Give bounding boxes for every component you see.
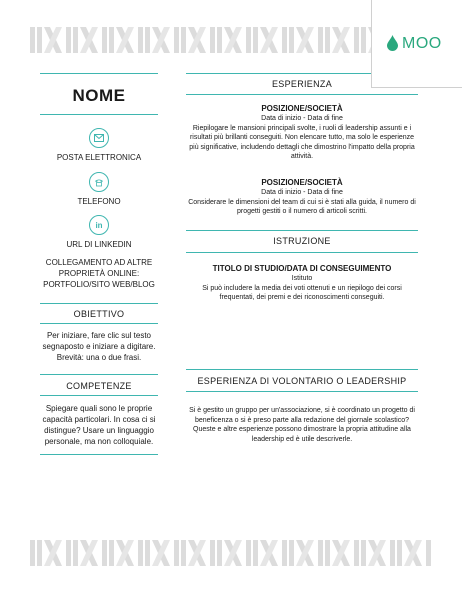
divider	[40, 303, 158, 304]
experience-item	[186, 104, 418, 162]
divider	[40, 73, 158, 74]
education-title: TITOLO DI STUDIO/DATA DI CONSEGUIMENTO	[212, 264, 392, 273]
experience-text: Considerare le dimensioni del team di cui si è stati alla guida, il numero di progetti gestiti o il numero di articoli scritti.	[188, 198, 416, 215]
bottom-pattern-band	[28, 540, 433, 566]
divider	[186, 230, 418, 231]
divider	[186, 391, 418, 392]
divider	[40, 395, 158, 396]
skills-text: Spiegare quali sono le proprie capacità particolari. In cosa ci si distingue? Usare un linguaggio personale, ma non colloquiale.	[42, 404, 156, 446]
experience-dates: Data di inizio - Data di fine	[261, 189, 343, 196]
education-item	[186, 264, 418, 303]
drop-icon	[387, 35, 398, 51]
linkedin-icon: in	[89, 215, 109, 235]
volunteer-heading: ESPERIENZA DI VOLONTARIO O LEADERSHIP	[197, 376, 407, 386]
experience-text: Riepilogare le mansioni principali svolte, i ruoli di leadership assunti e i risultati più brillanti conseguiti. Non elencare tutto, ma solo le esperienze più significative, includendo dettagli che dimostrino l'impatto della propria attività.	[189, 124, 415, 160]
divider	[186, 252, 418, 253]
phone-icon	[89, 172, 109, 192]
divider	[40, 114, 158, 115]
phone-label: TELEFONO	[77, 197, 121, 206]
experience-title: POSIZIONE/SOCIETÀ	[261, 178, 343, 187]
logo	[371, 0, 462, 88]
divider	[186, 369, 418, 370]
divider	[40, 454, 158, 455]
divider	[40, 374, 158, 375]
volunteer-text: Si è gestito un gruppo per un'associazione, si è coordinato un progetto di beneficenza o si è preso parte alla redazione del giornale scolastico? Queste e altre esperienze possono dimostrare la propria attitudine alla leadership ed è utile descriverle.	[189, 407, 415, 443]
pattern-graphic	[28, 540, 433, 566]
skills-heading: COMPETENZE	[66, 381, 132, 391]
email-label: POSTA ELETTRONICA	[56, 153, 142, 162]
divider	[40, 323, 158, 324]
experience-dates: Data di inizio - Data di fine	[261, 115, 343, 122]
education-heading: ISTRUZIONE	[273, 236, 331, 246]
portfolio-label: COLLEGAMENTO AD ALTRE PROPRIETÀ ONLINE: PORTFOLIO/SITO WEB/BLOG	[43, 258, 155, 289]
name: NOME	[72, 86, 126, 105]
divider	[186, 94, 418, 95]
experience-item	[186, 178, 418, 217]
divider	[186, 73, 371, 74]
education-text: Si può includere la media dei voti ottenuti e un riepilogo dei corsi frequentati, dei premi e dei riconoscimenti conseguiti.	[202, 284, 402, 301]
linkedin-label: URL DI LINKEDIN	[66, 240, 132, 249]
logo-text: MOO	[402, 35, 442, 52]
education-school: Istituto	[291, 275, 313, 282]
objective-text: Per iniziare, fare clic sul testo segnaposto e iniziare a digitare. Brevità: una o due frasi.	[42, 331, 156, 362]
experience-title: POSIZIONE/SOCIETÀ	[261, 104, 343, 113]
email-icon	[89, 128, 109, 148]
objective-heading: OBIETTIVO	[73, 309, 125, 319]
experience-heading: ESPERIENZA	[271, 79, 332, 89]
